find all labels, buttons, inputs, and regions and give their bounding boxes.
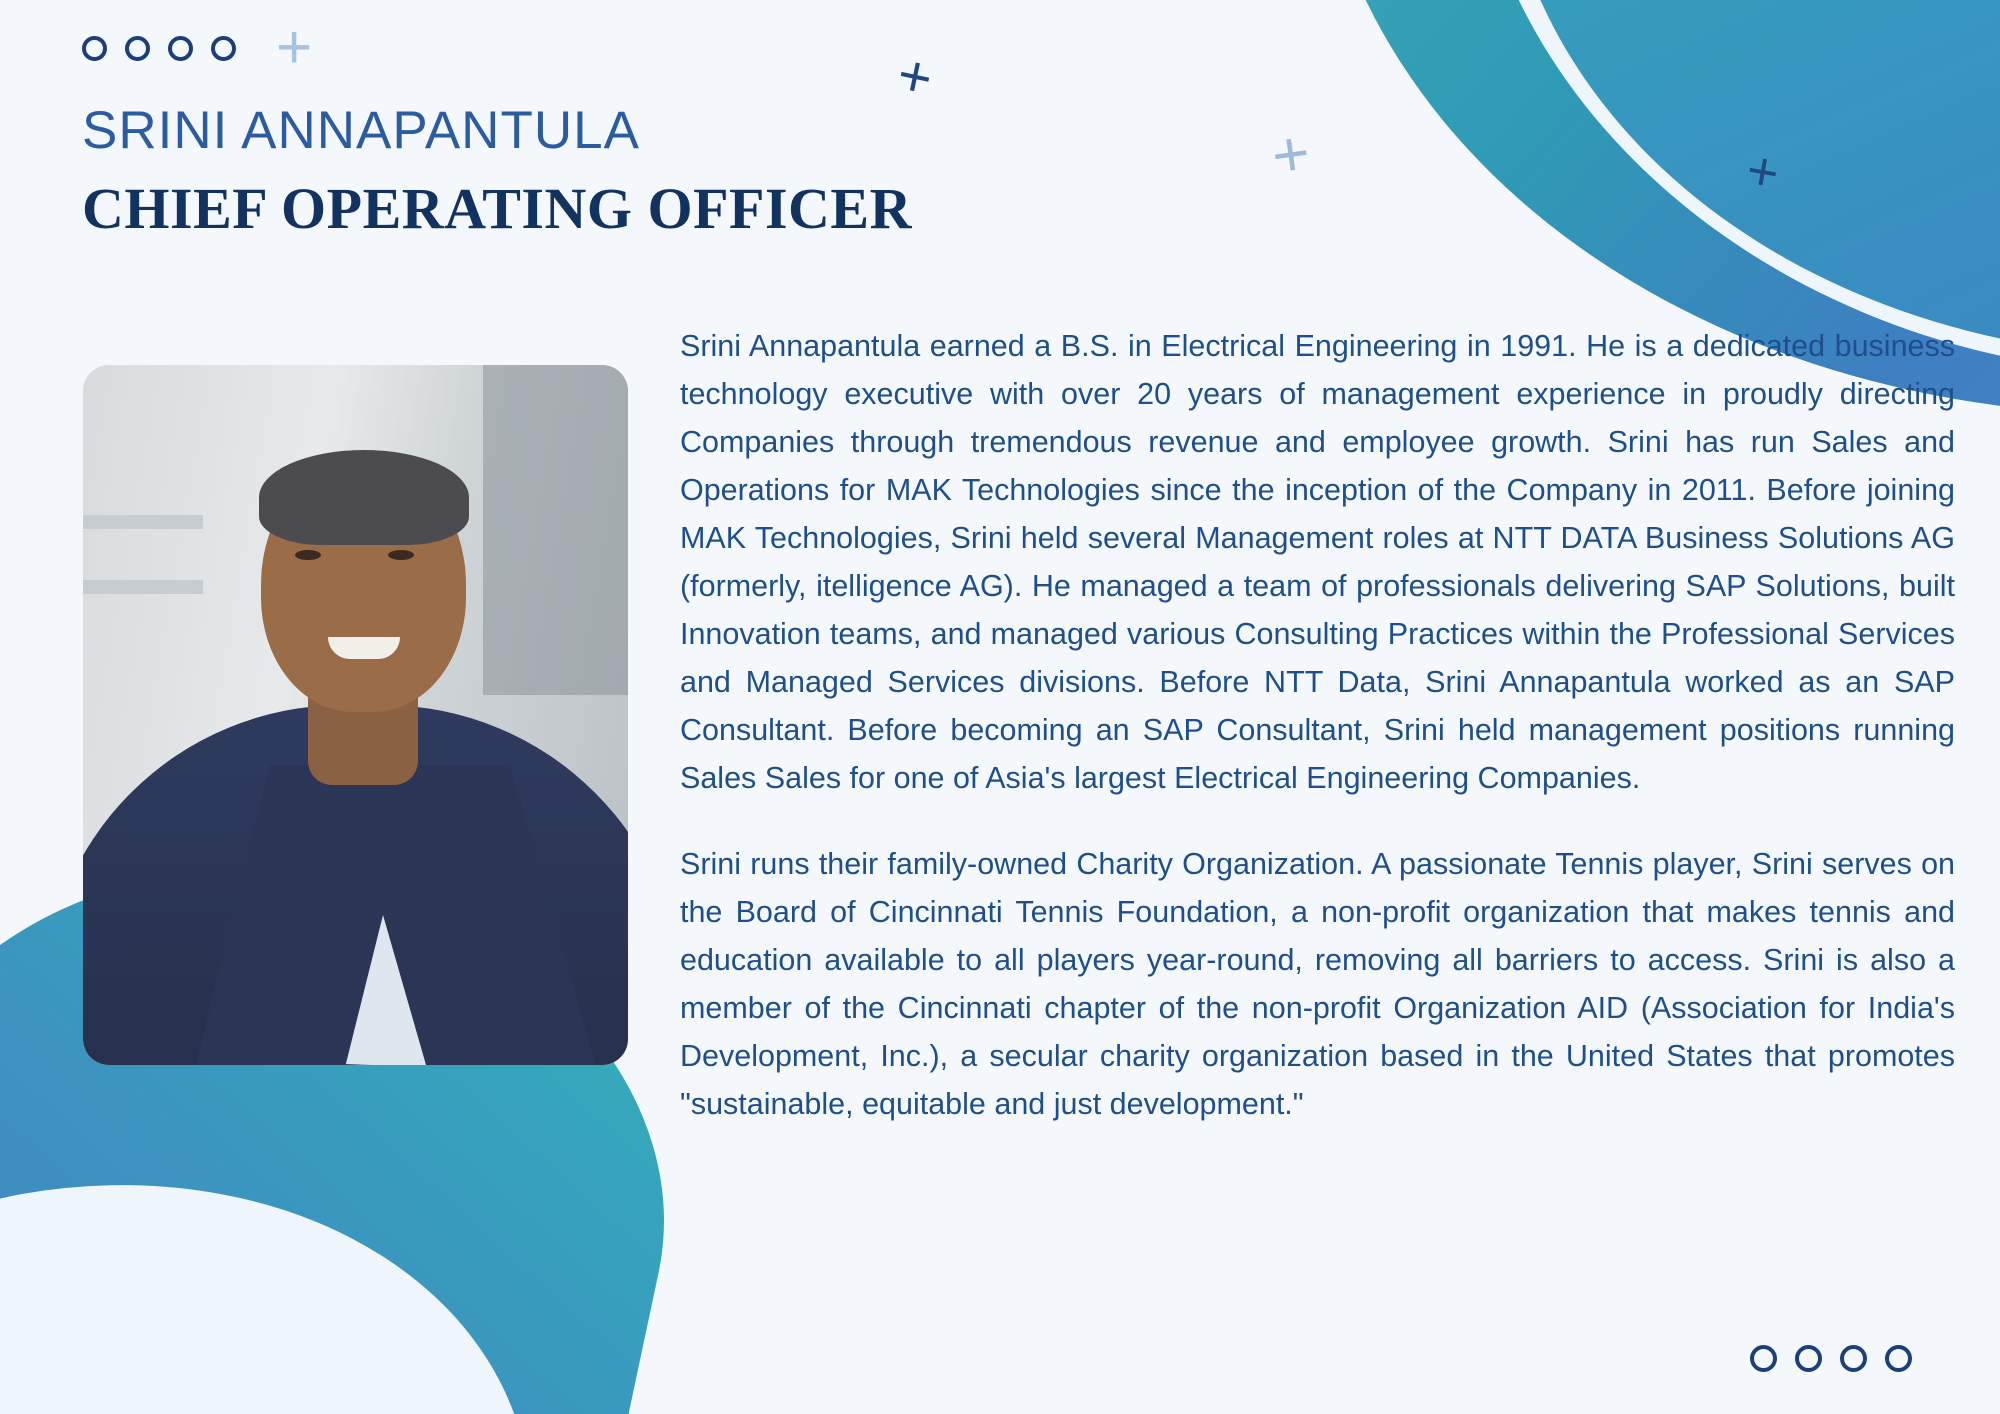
photo-strip [83,580,203,594]
circle-icon [1750,1345,1777,1372]
biography-paragraph: Srini Annapantula earned a B.S. in Electrical Engineering in 1991. He is a dedicated business technology executive with over 20 years of management experience in proudly directing Companies through tremendous revenue and employee growth. Srini has run Sales and Operations for MAK Technologies since the inception of the Company in 2011. Before joining MAK Technologies, Srini held several Management roles at NTT DATA Business Solutions AG (formerly, itelligence AG). He managed a team of professionals delivering SAP Solutions, built Innovation teams, and managed various Consulting Practices within the Professional Services and Managed Services divisions. Before NTT Data, Srini Annapantula worked as an SAP Consultant. Before becoming an SAP Consultant, Srini held management positions running Sales Sales for one of Asia's largest Electrical Engineering Companies. [680,329,1955,795]
footer-ring-row [1750,1345,1912,1372]
header-ring-row [82,13,912,82]
biography-paragraph: Srini runs their family-owned Charity Organization. A passionate Tennis player, Srini serves on the Board of Cincinnati Tennis Foundation, a non-profit organization that makes tennis and education available to all players year-round, removing all barriers to access. Srini is also a member of the Cincinnati chapter of the non-profit Organization AID (Association for India's Development, Inc.), a secular charity organization based in the United States that promotes "sustainable, equitable and just development." [680,847,1955,1121]
photo-strip [83,515,203,529]
plus-icon: + [891,41,939,112]
photo-eye [295,550,321,560]
person-name: SRINI ANNAPANTULA [82,101,640,160]
plus-icon: + [276,13,313,82]
photo-eye [388,550,414,560]
circle-icon [1885,1345,1912,1372]
photo-hair [259,450,469,545]
header-block [82,13,912,242]
plus-icon: + [1742,139,1784,205]
circle-icon [168,36,193,61]
biography-text [680,322,1955,1128]
circle-icon [1840,1345,1867,1372]
circle-icon [211,36,236,61]
circle-icon [82,36,107,61]
person-title: CHIEF OPERATING OFFICER [82,176,912,241]
photo-panel [483,365,628,695]
circle-icon [1795,1345,1822,1372]
photo-smile [328,637,400,659]
portrait-photo [83,365,628,1065]
plus-icon: + [1267,115,1315,193]
circle-icon [125,36,150,61]
